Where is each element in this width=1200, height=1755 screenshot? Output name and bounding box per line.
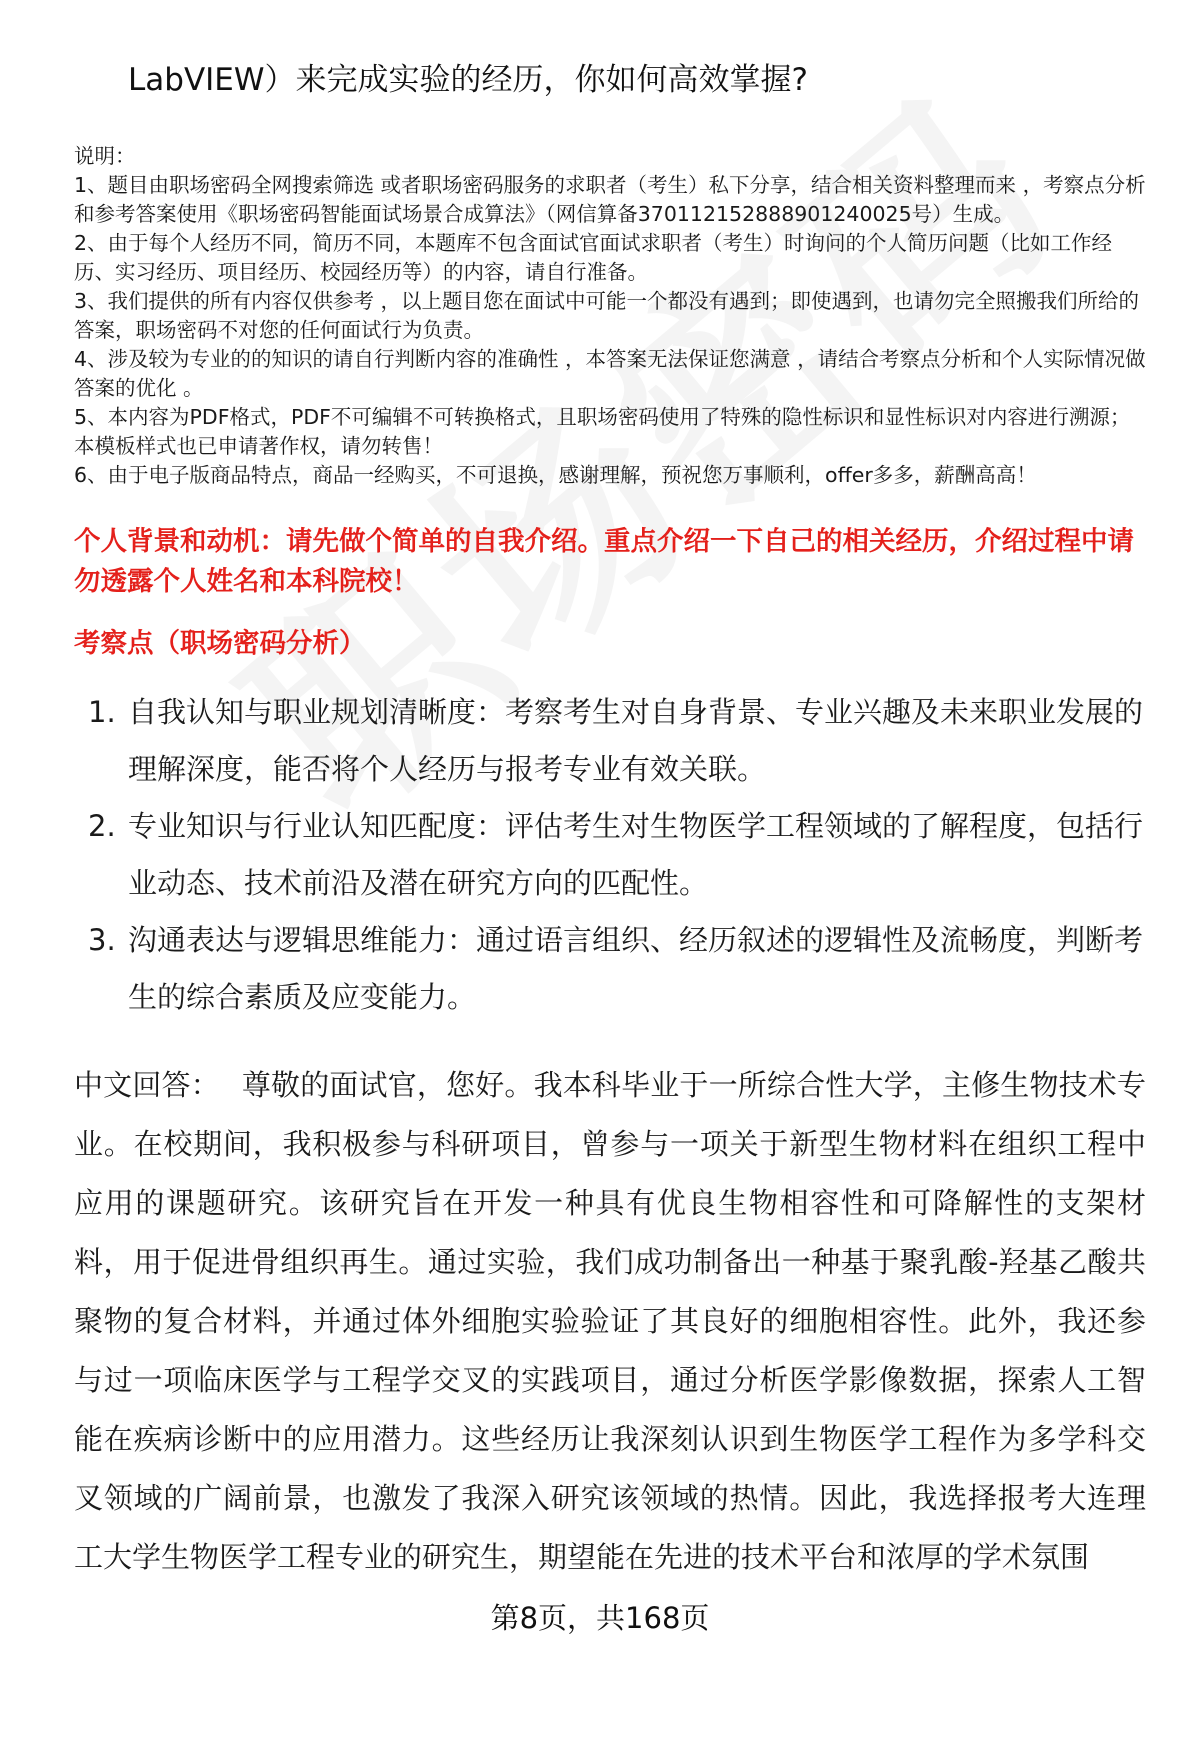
point-number: 3. [88,923,116,957]
interview-question: 个人背景和动机：请先做个简单的自我介绍。重点介绍一下自己的相关经历，介绍过程中请勿透露个人姓名和本科院校！ [74,526,1134,597]
point-text: 专业知识与行业认知匹配度：评估考生对生物医学工程领域的了解程度，包括行业动态、技术前沿及潜在研究方向的匹配性。 [128,809,1144,900]
analysis-point [74,798,1146,912]
note-item: 5、本内容为PDF格式，PDF不可编辑不可转换格式，且职场密码使用了特殊的隐性标识和显性标识对内容进行溯源；本模板样式也已申请著作权，请勿转售！ [74,405,1131,458]
note-item: 3、我们提供的所有内容仅供参考 ，以上题目您在面试中可能一个都没有遇到；即使遇到，也请勿完全照搬我们所给的答案，职场密码不对您的任何面试行为负责。 [74,289,1140,342]
analysis-point [74,912,1146,1026]
answer-paragraph [74,1056,1146,1587]
notes-heading: 说明： [74,144,136,168]
note-item: 1、题目由职场密码全网搜索筛选 或者职场密码服务的求职者（考生）私下分享，结合相关资料整理而来 ，考察点分析和参考答案使用《职场密码智能面试场景合成算法》（网信算备370112152888901240025号）生成。 [74,173,1146,226]
note-item: 4、涉及较为专业的的知识的请自行判断内容的准确性 ，本答案无法保证您满意 ，请结合考察点分析和个人实际情况做答案的优化 。 [74,347,1146,400]
question-title-continuation: LabVIEW）来完成实验的经历，你如何高效掌握? [128,62,808,98]
analysis-points-list [74,684,1146,1026]
point-text: 自我认知与职业规划清晰度：考察考生对自身背景、专业兴趣及未来职业发展的理解深度，能否将个人经历与报考专业有效关联。 [128,695,1144,786]
point-number: 1. [88,695,116,729]
point-number: 2. [88,809,116,843]
answer-text: 尊敬的面试官，您好。我本科毕业于一所综合性大学，主修生物技术专业。在校期间，我积极参与科研项目，曾参与一项关于新型生物材料在组织工程中应用的课题研究。该研究旨在开发一种具有优良生物相容性和可降解性的支架材料，用于促进骨组织再生。通过实验，我们成功制备出一种基于聚乳酸-羟基乙酸共聚物的复合材料，并通过体外细胞实验验证了其良好的细胞相容性。此外，我还参与过一项临床医学与工程学交叉的实践项目，通过分析医学影像数据，探索人工智能在疾病诊断中的应用潜力。这些经历让我深刻认识到生物医学工程作为多学科交叉领域的广阔前景，也激发了我深入研究该领域的热情。因此，我选择报考大连理工大学生物医学工程专业的研究生，期望能在先进的技术平台和浓厚的学术氛围 [74,1068,1146,1574]
document-page [74,58,1146,1587]
note-item: 2、由于每个人经历不同，简历不同，本题库不包含面试官面试求职者（考生）时询问的个人简历问题（比如工作经历、实习经历、项目经历、校园经历等）的内容，请自行准备。 [74,231,1113,284]
page-number: 第8页，共168页 [490,1601,710,1635]
analysis-heading: 考察点（职场密码分析） [74,628,366,659]
point-text: 沟通表达与逻辑思维能力：通过语言组织、经历叙述的逻辑性及流畅度，判断考生的综合素质及应变能力。 [128,923,1144,1014]
note-item: 6、由于电子版商品特点，商品一经购买，不可退换，感谢理解，预祝您万事顺利，offer多多，薪酬高高！ [74,463,1037,487]
answer-label: 中文回答： [74,1068,220,1102]
analysis-point [74,684,1146,798]
disclaimer-notes [74,142,1146,490]
